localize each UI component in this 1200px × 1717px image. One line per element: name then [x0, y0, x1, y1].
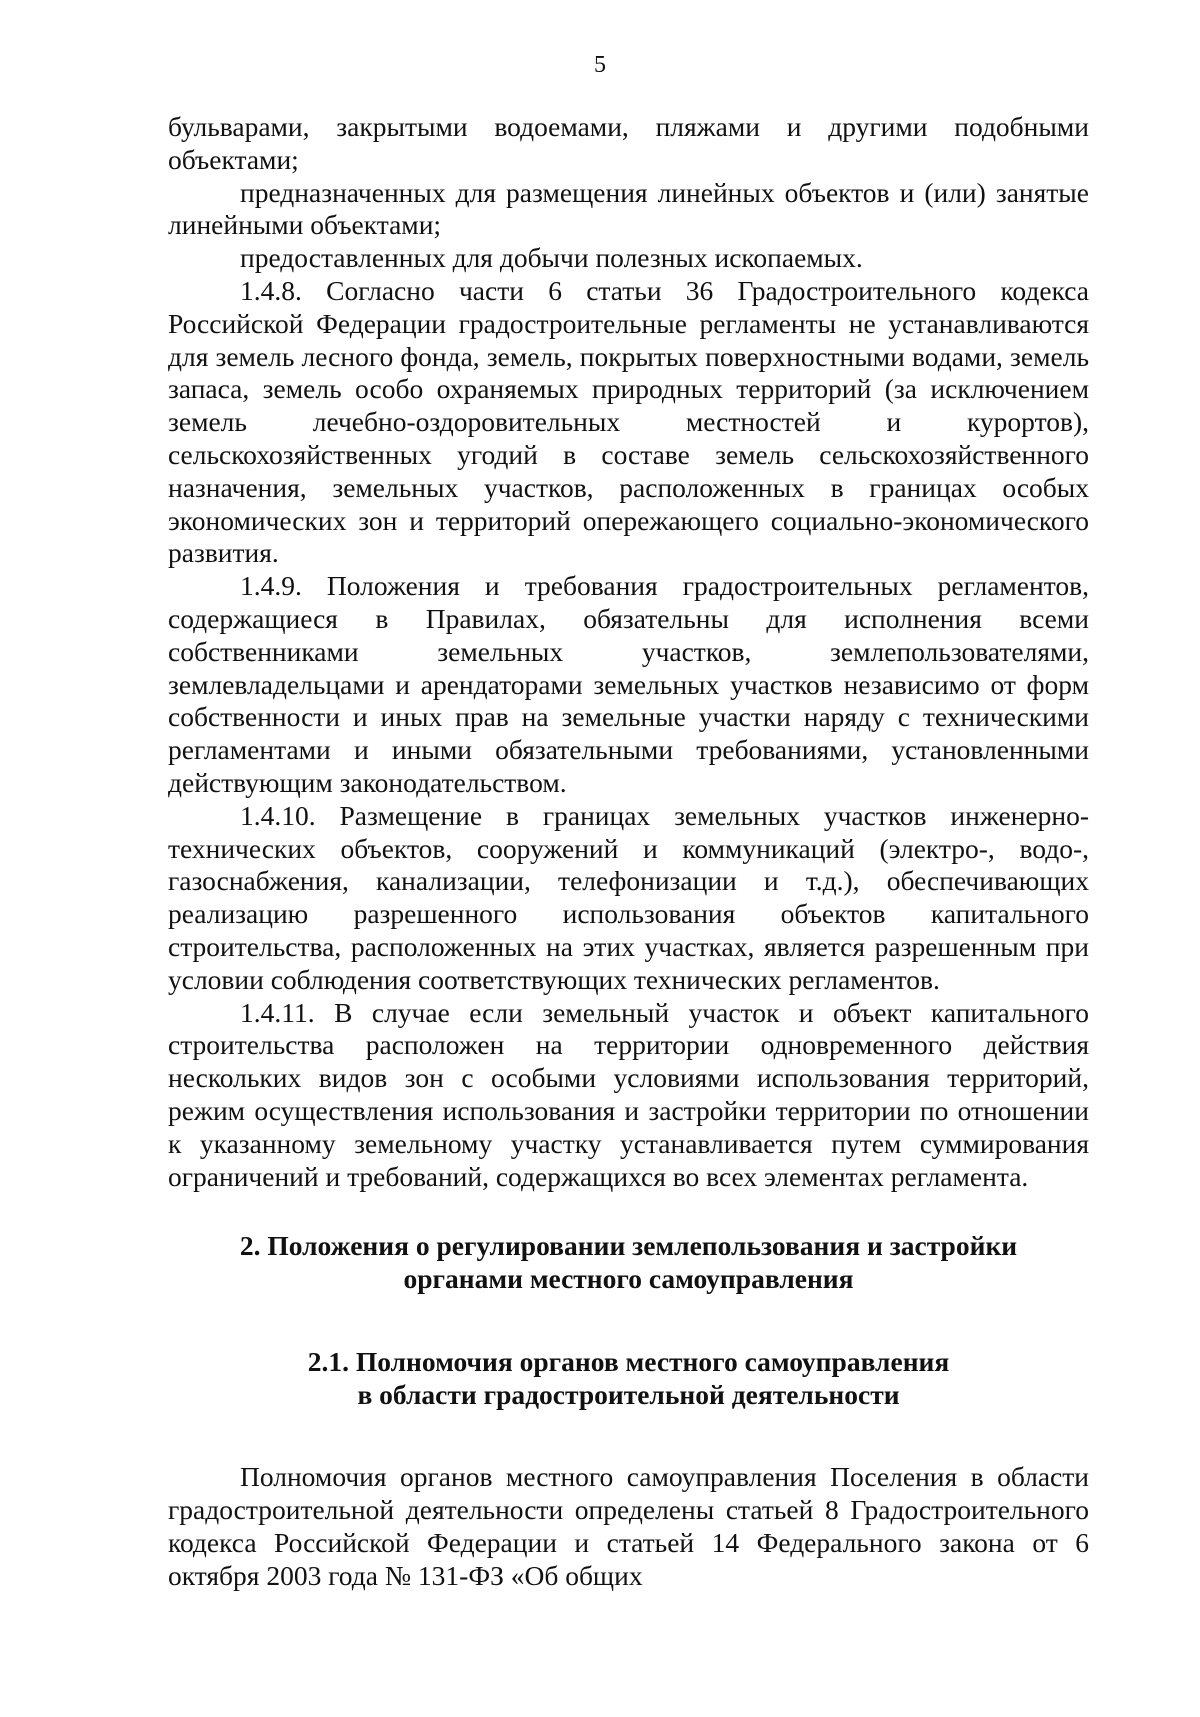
paragraph-mining: предоставленных для добычи полезных ископаемых.: [240, 242, 863, 274]
paragraph-1-4-10: 1.4.10. Размещение в границах земельных участков инженерно-технических объектов, сооружений и коммуникаций (электро-, водо-, газоснабжения, канализации, телефонизации и т.д.), обеспечивающих реализацию разрешенного использования объектов капитального строительства, расположенных на этих участках, является разрешенным при условии соблюдения соответствующих технических регламентов.: [168, 799, 1089, 995]
section-2-heading-line1: 2. Положения о регулировании землепользования и застройки: [239, 1230, 1018, 1262]
section-2-heading-line2: органами местного самоуправления: [403, 1263, 854, 1295]
section-2-1-heading-line2: в области градостроительной деятельности: [357, 1378, 900, 1410]
section-2-1-heading: [168, 1346, 1089, 1412]
page-number: 5: [594, 52, 606, 78]
document-body: [168, 111, 1089, 1593]
section-2-1-heading-line1: 2.1. Полномочия органов местного самоуправления: [307, 1345, 950, 1377]
paragraph-linear-objects: предназначенных для размещения линейных объектов и (или) занятые линейными объектами;: [168, 176, 1089, 241]
paragraph-2-1-powers: Полномочия органов местного самоуправления Поселения в области градостроительной деятельности определены статьей 8 Градостроительного кодекса Российской Федерации и статьей 14 Федерального закона от 6 октября 2003 года № 131-ФЗ «Об общих: [168, 1461, 1089, 1591]
paragraph-1-4-11: 1.4.11. В случае если земельный участок и объект капитального строительства расположен на территории одновременного действия нескольких видов зон с особыми условиями использования территорий, режим осуществления использования и застройки территории по отношении к указанному земельному участку устанавливается путем суммирования ограничений и требований, содержащихся во всех элементах регламента.: [168, 996, 1089, 1192]
paragraph-1-4-8: 1.4.8. Согласно части 6 статьи 36 Градостроительного кодекса Российской Федерации градостроительные регламенты не устанавливаются для земель лесного фонда, земель, покрытых поверхностными водами, земель запаса, земель особо охраняемых природных территорий (за исключением земель лечебно-оздоровительных местностей и курортов), сельскохозяйственных угодий в составе земель сельскохозяйственного назначения, земельных участков, расположенных в границах особых экономических зон и территорий опережающего социально-экономического развития.: [168, 274, 1089, 569]
section-2-heading: [168, 1230, 1089, 1296]
paragraph-boulevards: бульварами, закрытыми водоемами, пляжами и другими подобными объектами;: [168, 111, 1089, 175]
paragraph-1-4-9: 1.4.9. Положения и требования градостроительных регламентов, содержащиеся в Правилах, обязательны для исполнения всеми собственниками земельных участков, землепользователями, землевладельцами и арендаторами земельных участков независимо от форм собственности и иных прав на земельные участки наряду с техническими регламентами и иными обязательными требованиями, установленными действующим законодательством.: [168, 570, 1089, 798]
